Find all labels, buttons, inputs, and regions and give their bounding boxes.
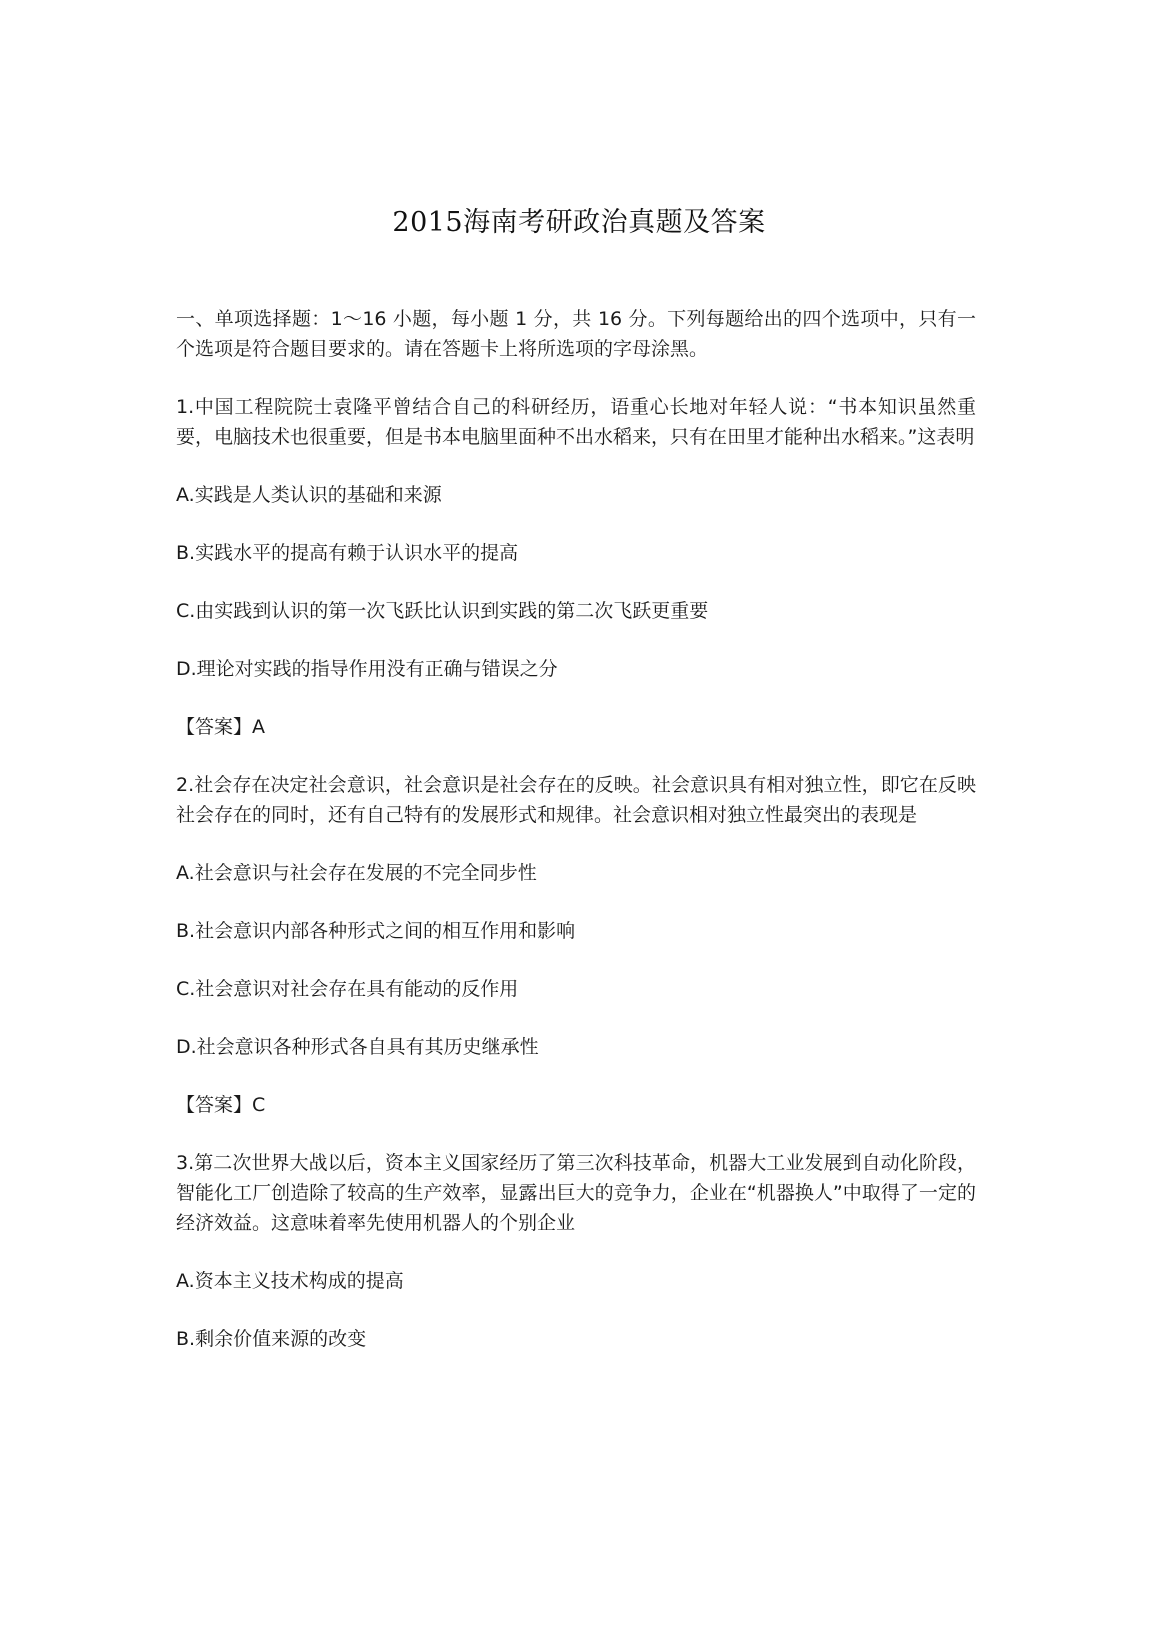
option-a: A.实践是人类认识的基础和来源	[176, 484, 442, 506]
option-d: D.社会意识各种形式各自具有其历史继承性	[176, 1036, 539, 1058]
option-a: A.资本主义技术构成的提高	[176, 1270, 404, 1292]
question-3	[176, 1148, 976, 1354]
option-b: B.剩余价值来源的改变	[176, 1328, 367, 1350]
option-c: C.由实践到认识的第一次飞跃比认识到实践的第二次飞跃更重要	[176, 600, 709, 622]
question-1	[176, 392, 976, 770]
question-stem: 2.社会存在决定社会意识，社会意识是社会存在的反映。社会意识具有相对独立性，即它在反映社会存在的同时，还有自己特有的发展形式和规律。社会意识相对独立性最突出的表现是	[176, 774, 976, 826]
question-stem: 3.第二次世界大战以后，资本主义国家经历了第三次科技革命，机器大工业发展到自动化阶段，智能化工厂创造除了较高的生产效率，显露出巨大的竞争力，企业在“机器换人”中取得了一定的经济效益。这意味着率先使用机器人的个别企业	[176, 1152, 976, 1234]
option-a: A.社会意识与社会存在发展的不完全同步性	[176, 862, 537, 884]
section-intro: 一、单项选择题：1～16 小题，每小题 1 分，共 16 分。下列每题给出的四个选项中，只有一个选项是符合题目要求的。请在答题卡上将所选项的字母涂黑。	[176, 308, 976, 360]
answer: 【答案】C	[176, 1094, 266, 1116]
option-c: C.社会意识对社会存在具有能动的反作用	[176, 978, 519, 1000]
question-stem: 1.中国工程院院士袁隆平曾结合自己的科研经历，语重心长地对年轻人说：“书本知识虽然重要，电脑技术也很重要，但是书本电脑里面种不出水稻来，只有在田里才能种出水稻来。”这表明	[176, 396, 976, 448]
page-title: 2015海南考研政治真题及答案	[392, 207, 766, 238]
option-b: B.实践水平的提高有赖于认识水平的提高	[176, 542, 519, 564]
option-d: D.理论对实践的指导作用没有正确与错误之分	[176, 658, 558, 680]
answer: 【答案】A	[176, 716, 265, 738]
option-b: B.社会意识内部各种形式之间的相互作用和影响	[176, 920, 576, 942]
question-2	[176, 770, 976, 1148]
document-body	[176, 304, 976, 1354]
